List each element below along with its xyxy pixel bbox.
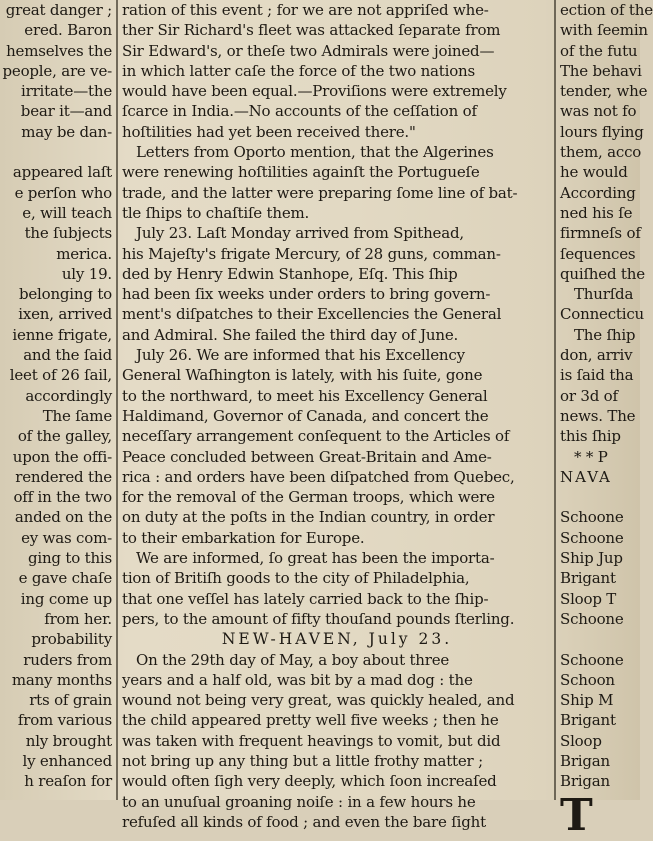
middle-column [122, 0, 552, 832]
left-column-line: great danger ; [5, 1, 112, 19]
right-column-line: quiſhed the [560, 264, 645, 283]
right-column-line: Brigan [560, 751, 610, 770]
right-column-line: Brigant [560, 569, 616, 588]
right-column [560, 0, 653, 841]
right-column-line: ned his ſe [560, 203, 633, 222]
middle-column-line: in which latter caſe the force of the two nations [122, 61, 476, 80]
left-column-line: accordingly [25, 386, 112, 405]
right-column-line: The behavi [560, 61, 642, 80]
left-column-line: e, will teach [22, 203, 112, 222]
middle-column-line: neceſſary arrangement conſequent to the Articles of [122, 427, 510, 446]
left-column-line: rendered the [15, 467, 112, 486]
left-column-line: irritate—the [21, 82, 112, 101]
right-column-line: Schoone [560, 609, 624, 628]
right-column-line: Ship M [560, 691, 614, 710]
middle-column-line: would often ſigh very deeply, which ſoon increaſed [122, 772, 497, 791]
left-column-line: ruders from [23, 650, 112, 669]
left-column-line: and the ſaid [23, 346, 112, 365]
right-column-line: Brigan [560, 772, 610, 791]
right-column-line: firmneſs of [560, 224, 641, 243]
left-column-line: ienne frigate, [12, 325, 112, 344]
right-column-line [560, 487, 640, 507]
middle-column-line: trade, and the latter were preparing ſome line of bat- [122, 183, 518, 202]
middle-column-line: wound not being very great, was quickly healed, and [122, 691, 515, 710]
middle-column-line: ther Sir Richard's fleet was attacked ſeparate from [122, 21, 501, 40]
middle-column-line: for the removal of the German troops, which were [122, 488, 495, 507]
right-column-line: he would [560, 163, 628, 182]
middle-column-line: and Admiral. She failed the third day of June. [122, 325, 459, 344]
left-column-line: from various [17, 711, 112, 730]
left-column-line: off in the two [13, 488, 112, 507]
right-column-line: Schoone [560, 650, 624, 669]
right-column-line: * * P [574, 447, 608, 466]
middle-column-line: Haldimand, Governor of Canada, and concert the [122, 406, 489, 425]
left-column-line: The ſame [42, 406, 112, 425]
left-column-line: h reaſon for [24, 772, 112, 791]
right-column-line: Schoone [560, 528, 624, 547]
right-column-line: ection of the [560, 1, 653, 19]
left-column-line: people, are ve- [2, 61, 112, 80]
left-column-line: uly 19. [61, 264, 112, 283]
middle-column-line: July 23. Laſt Monday arrived from Spithead, [136, 224, 464, 243]
left-column-line: merica. [56, 244, 112, 263]
middle-column-line: ſcarce in India.—No accounts of the ceſſation of [122, 102, 477, 121]
left-column-line: upon the offi- [12, 447, 112, 466]
right-column-line: Sloop T [560, 589, 617, 608]
right-column-line: was not fo [560, 102, 637, 121]
left-column-line: ey was com- [21, 528, 112, 547]
left-column-line: leet of 26 ſail, [9, 366, 112, 385]
right-column-line: Sloop [560, 731, 602, 750]
left-column-line: ered. Baron [24, 21, 112, 40]
left-column-line: ing come up [20, 589, 112, 608]
middle-column-line: to the northward, to meet his Excellency General [122, 386, 488, 405]
left-column-line: e perſon who [14, 183, 112, 202]
middle-column-line: refuſed all kinds of food ; and even the bare ſight [122, 812, 486, 831]
left-column-line: many months [11, 670, 112, 689]
right-column-line: them, acco [560, 143, 642, 162]
right-column-line: ſequences [560, 244, 636, 263]
middle-column-line: ded by Henry Edwin Stanhope, Eſq. This ſhip [122, 264, 458, 283]
right-column-line: Schoon [560, 670, 615, 689]
middle-column-line: tion of Britiſh goods to the city of Philadelphia, [122, 569, 470, 588]
left-column-line: the ſubjects [24, 224, 112, 243]
right-column-line: The ſhip [574, 325, 636, 344]
middle-column-line: years and a half old, was bit by a mad dog : the [122, 670, 473, 689]
left-column-line [0, 142, 114, 162]
left-column-line: belonging to [18, 285, 112, 304]
middle-column-line: ration of this event ; for we are not appriſed whe- [122, 1, 489, 19]
middle-column-line: were renewing hoſtilities againſt the Portugueſe [122, 163, 480, 182]
left-column-line: of the galley, [17, 427, 112, 446]
middle-column-line: not bring up any thing but a little frothy matter ; [122, 751, 483, 770]
left-column-line: e gave chaſe [18, 569, 112, 588]
right-column-line: Thurſda [574, 285, 634, 304]
middle-column-line: to an unuſual groaning noiſe : in a few hours he [122, 792, 476, 811]
right-column-line: with ſeemin [560, 21, 648, 40]
middle-column-line: rica : and orders have been diſpatched from Quebec, [122, 467, 515, 486]
middle-column-line: Sir Edward's, or theſe two Admirals were joined— [122, 41, 495, 60]
right-column-line: is ſaid tha [560, 366, 634, 385]
right-column-line: According [560, 183, 636, 202]
middle-column-line: Peace concluded between Great-Britain and Ame- [122, 447, 492, 466]
middle-column-line: hoſtilities had yet been received there." [122, 122, 416, 141]
left-column-line: from her. [44, 609, 112, 628]
middle-column-line: July 26. We are informed that his Excellency [136, 346, 465, 365]
middle-column-line: General Waſhington is lately, with his ſuite, gone [122, 366, 483, 385]
middle-column-line: tle ſhips to chaſtiſe them. [122, 203, 310, 222]
right-column-line: Brigant [560, 711, 616, 730]
left-column-line: may be dan- [21, 122, 112, 141]
middle-column-line: that one veſſel has lately carried back to the ſhip- [122, 589, 489, 608]
middle-column-line: ment's diſpatches to their Excellencies the General [122, 305, 502, 324]
middle-column-line: was taken with frequent heavings to vomit, but did [122, 731, 501, 750]
left-column-line: anded on the [14, 508, 112, 527]
right-column-line: Connecticu [560, 305, 644, 324]
middle-column-line: had been ſix weeks under orders to bring govern- [122, 285, 491, 304]
middle-column-line: to their embarkation for Europe. [122, 528, 365, 547]
middle-column-line: would have been equal.—Proviſions were extremely [122, 82, 507, 101]
left-column-line: hemselves the [6, 41, 112, 60]
right-column-line [560, 629, 640, 649]
left-column-line: ixen, arrived [18, 305, 112, 324]
left-column-line: probability [31, 630, 112, 649]
middle-column-line: Letters from Oporto mention, that the Algerines [136, 143, 494, 162]
middle-column-line: pers, to the amount of fifty thouſand pounds ſterling. [122, 609, 515, 628]
left-column-line: bear it—and [20, 102, 112, 121]
right-column-line: or 3d of [560, 386, 618, 405]
middle-column-line: his Majeſty's frigate Mercury, of 28 guns, comman- [122, 244, 501, 263]
middle-column-line: NEW-HAVEN, July 23. [221, 630, 453, 649]
right-column-line: this ſhip [560, 427, 621, 446]
right-column-line: of the futu [560, 41, 638, 60]
right-column-line: Ship Jup [560, 549, 623, 568]
middle-column-line: We are informed, ſo great has been the importa- [136, 549, 495, 568]
right-column-line: T [560, 789, 593, 841]
right-column-line: lours flying [560, 122, 644, 141]
right-column-line: NAVA [560, 467, 612, 486]
right-column-line: Schoone [560, 508, 624, 527]
column-rule-left [116, 0, 118, 800]
left-column-line: nly brought [25, 731, 112, 750]
left-column [0, 0, 114, 792]
left-column-line: ging to this [27, 549, 112, 568]
left-column-line: rts of grain [29, 691, 112, 710]
middle-column-line: on duty at the poſts in the Indian country, in order [122, 508, 495, 527]
right-column-line: tender, whe [560, 82, 648, 101]
right-column-line: news. The [560, 406, 636, 425]
column-rule-right [554, 0, 556, 800]
middle-column-line: the child appeared pretty well five weeks ; then he [122, 711, 499, 730]
left-column-line: appeared laſt [12, 163, 112, 182]
right-column-line: don, arriv [560, 346, 633, 365]
left-column-line: ly enhanced [22, 751, 112, 770]
middle-column-line: On the 29th day of May, a boy about three [136, 650, 450, 669]
